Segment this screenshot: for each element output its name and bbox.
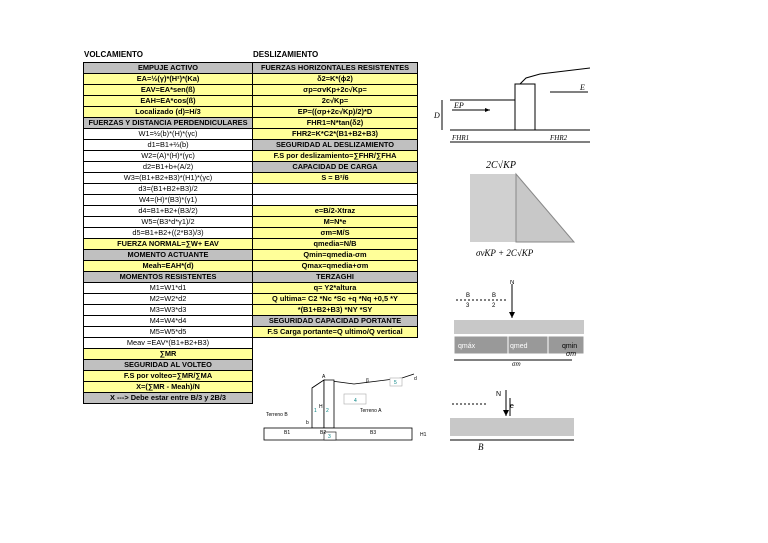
volcamiento-cell[interactable]: M1=W1*d1 (84, 283, 253, 294)
deslizamiento-row (253, 74, 418, 85)
volcamiento-row (84, 261, 253, 272)
deslizamiento-cell[interactable]: q= Y2*altura (253, 283, 418, 294)
deslizamiento-row (253, 151, 418, 162)
deslizamiento-title: DESLIZAMIENTO (253, 50, 319, 59)
volcamiento-cell[interactable]: EMPUJE ACTIVO (84, 63, 253, 74)
label-beta: β (366, 378, 369, 384)
deslizamiento-row (253, 118, 418, 129)
pressure-top-label: 2C√KP (486, 160, 516, 171)
volcamiento-row (84, 129, 253, 140)
deslizamiento-row (253, 327, 418, 338)
retaining-wall-diagram (262, 372, 434, 450)
volcamiento-row (84, 250, 253, 261)
bearing-n-label: N (510, 280, 515, 286)
label-b2: B2 (320, 430, 327, 436)
deslizamiento-cell[interactable]: δ2=K*(ϕ2) (253, 74, 418, 85)
volcamiento-row (84, 272, 253, 283)
deslizamiento-cell[interactable]: Qmax=qmedia+σm (253, 261, 418, 272)
volcamiento-row (84, 360, 253, 371)
deslizamiento-cell[interactable]: EP=((σp+2c√Kp)/2)*D (253, 107, 418, 118)
ecc-e-label: e (510, 403, 514, 410)
terreno-a: Terreno A (360, 408, 382, 414)
ep-label: EP (454, 101, 464, 110)
volcamiento-row (84, 140, 253, 151)
volcamiento-row (84, 195, 253, 206)
sigma-m-label: σm (566, 351, 577, 358)
frac-right-den: 2 (492, 303, 496, 309)
volcamiento-cell[interactable]: Localizado (d)=H/3 (84, 107, 253, 118)
deslizamiento-row (253, 239, 418, 250)
deslizamiento-row (253, 250, 418, 261)
volcamiento-cell[interactable]: X ---> Debe estar entre B/3 y 2B/3 (84, 393, 253, 404)
volcamiento-cell[interactable]: W5=(B3*d*γ1)/2 (84, 217, 253, 228)
sliding-diagram (430, 62, 590, 147)
deslizamiento-cell[interactable]: σp=σvKp+2c√Kp= (253, 85, 418, 96)
deslizamiento-cell[interactable]: FHR2=K*C2*(B1+B2+B3) (253, 129, 418, 140)
volcamiento-cell[interactable]: MOMENTOS RESISTENTES (84, 272, 253, 283)
volcamiento-title: VOLCAMIENTO (84, 50, 143, 59)
ecc-n-label: N (496, 391, 502, 398)
deslizamiento-cell[interactable]: *(B1+B2+B3) *NY *SY (253, 305, 418, 316)
deslizamiento-row (253, 217, 418, 228)
frac-right: B (492, 293, 497, 299)
deslizamiento-cell[interactable]: SEGURIDAD CAPACIDAD PORTANTE (253, 316, 418, 327)
pressure-bottom-label: σvKP + 2C√KP (476, 248, 534, 258)
volcamiento-cell[interactable]: SEGURIDAD AL VOLTEO (84, 360, 253, 371)
label-5: 5 (394, 380, 397, 386)
volcamiento-cell[interactable]: W1=½(b)*(H)*(γc) (84, 129, 253, 140)
volcamiento-row (84, 327, 253, 338)
label-h1: H1 (420, 432, 427, 438)
volcamiento-cell[interactable]: FUERZAS Y DISTANCIA PERDENDICULARES (84, 118, 253, 129)
terreno-b: Terreno B (266, 412, 288, 418)
label-1: 1 (314, 408, 317, 414)
volcamiento-cell[interactable]: Meav =EAV*(B1+B2+B3) (84, 338, 253, 349)
label-d: d (414, 376, 417, 382)
deslizamiento-cell[interactable]: FHR1=N*tan(δ2) (253, 118, 418, 129)
deslizamiento-row (253, 305, 418, 316)
label-b3: B3 (370, 430, 377, 436)
volcamiento-row (84, 371, 253, 382)
label-a: A (322, 374, 326, 380)
fhr2-label: FHR2 (550, 134, 568, 142)
volcamiento-cell[interactable]: W2=(A)*(H)*(γc) (84, 151, 253, 162)
deslizamiento-row (253, 261, 418, 272)
volcamiento-cell[interactable]: F.S por volteo=∑MR/∑MA (84, 371, 253, 382)
volcamiento-cell[interactable]: W3=(B1+B2+B3)*(H1)*(γc) (84, 173, 253, 184)
volcamiento-row (84, 96, 253, 107)
deslizamiento-table (252, 62, 418, 338)
volcamiento-row (84, 283, 253, 294)
eccentricity-diagram (448, 382, 578, 454)
deslizamiento-cell[interactable]: qmedia=N/B (253, 239, 418, 250)
deslizamiento-row (253, 272, 418, 283)
deslizamiento-cell[interactable]: σm=M/S (253, 228, 418, 239)
deslizamiento-row (253, 85, 418, 96)
volcamiento-row (84, 382, 253, 393)
deslizamiento-cell[interactable]: TERZAGHI (253, 272, 418, 283)
volcamiento-row (84, 63, 253, 74)
deslizamiento-cell[interactable]: FUERZAS HORIZONTALES RESISTENTES (253, 63, 418, 74)
deslizamiento-row (253, 96, 418, 107)
deslizamiento-cell[interactable] (253, 184, 418, 195)
label-4: 4 (354, 398, 357, 404)
passive-pressure-diagram (450, 152, 590, 262)
deslizamiento-row (253, 316, 418, 327)
volcamiento-cell[interactable]: MOMENTO ACTUANTE (84, 250, 253, 261)
deslizamiento-cell[interactable] (253, 195, 418, 206)
volcamiento-cell[interactable]: ∑MR (84, 349, 253, 360)
deslizamiento-row (253, 206, 418, 217)
volcamiento-row (84, 393, 253, 404)
deslizamiento-row (253, 107, 418, 118)
label-3: 3 (328, 434, 331, 440)
volcamiento-row (84, 228, 253, 239)
volcamiento-row (84, 294, 253, 305)
ecc-b-label: B (478, 442, 484, 452)
deslizamiento-cell[interactable]: F.S por deslizamiento=∑FHR/∑FHA (253, 151, 418, 162)
deslizamiento-cell[interactable]: Q ultima= C2 *Nc *Sc +q *Nq +0,5 *Y (253, 294, 418, 305)
deslizamiento-cell[interactable]: e=B/2-Xtraz (253, 206, 418, 217)
qmin-label: qmin (562, 343, 578, 350)
deslizamiento-row (253, 283, 418, 294)
deslizamiento-row (253, 129, 418, 140)
volcamiento-cell[interactable]: M5=W5*d5 (84, 327, 253, 338)
deslizamiento-cell[interactable]: F.S Carga portante=Q ultimo/Q vertical (253, 327, 418, 338)
volcamiento-cell[interactable]: M2=W2*d2 (84, 294, 253, 305)
deslizamiento-row (253, 140, 418, 151)
volcamiento-row (84, 239, 253, 250)
volcamiento-row (84, 217, 253, 228)
volcamiento-row (84, 184, 253, 195)
volcamiento-row (84, 118, 253, 129)
volcamiento-row (84, 349, 253, 360)
volcamiento-row (84, 85, 253, 96)
volcamiento-cell[interactable]: Meah=EAH*(d) (84, 261, 253, 272)
volcamiento-row (84, 206, 253, 217)
qmed-label: qmed (510, 343, 528, 350)
volcamiento-row (84, 107, 253, 118)
deslizamiento-cell[interactable]: CAPACIDAD DE CARGA (253, 162, 418, 173)
deslizamiento-row (253, 173, 418, 184)
deslizamiento-cell[interactable]: S = B²/6 (253, 173, 418, 184)
deslizamiento-row (253, 195, 418, 206)
volcamiento-cell[interactable]: EAH=EA*cos(ß) (84, 96, 253, 107)
frac-left: B (466, 293, 471, 299)
volcamiento-cell[interactable]: d1=B1+⅔(b) (84, 140, 253, 151)
frac-left-den: 3 (466, 303, 470, 309)
deslizamiento-cell[interactable]: SEGURIDAD AL DESLIZAMIENTO (253, 140, 418, 151)
volcamiento-row (84, 162, 253, 173)
deslizamiento-cell[interactable]: 2c√Kp= (253, 96, 418, 107)
volcamiento-cell[interactable]: X=(∑MR - Meah)/N (84, 382, 253, 393)
volcamiento-cell[interactable]: EAV=EA*sen(ß) (84, 85, 253, 96)
sigma-m-bottom: σm (512, 362, 521, 368)
deslizamiento-cell[interactable]: M=N*e (253, 217, 418, 228)
ea-label: E (580, 83, 585, 92)
volcamiento-cell[interactable]: d5=B1+B2+((2*B3)/3) (84, 228, 253, 239)
deslizamiento-row (253, 294, 418, 305)
volcamiento-cell[interactable]: d4=B1+B2+(B3/2) (84, 206, 253, 217)
deslizamiento-row (253, 184, 418, 195)
deslizamiento-row (253, 162, 418, 173)
label-b1: B1 (284, 430, 291, 436)
volcamiento-row (84, 173, 253, 184)
volcamiento-row (84, 74, 253, 85)
qmax-label: qmáx (458, 343, 476, 350)
volcamiento-cell[interactable]: d3=(B1+B2+B3)/2 (84, 184, 253, 195)
deslizamiento-row (253, 228, 418, 239)
deslizamiento-row (253, 63, 418, 74)
volcamiento-cell[interactable]: M3=W3*d3 (84, 305, 253, 316)
volcamiento-table (83, 62, 253, 404)
label-h: H (319, 404, 323, 410)
label-2: 2 (326, 408, 329, 414)
volcamiento-cell[interactable]: M4=W4*d4 (84, 316, 253, 327)
bearing-diagram (452, 280, 592, 370)
volcamiento-row (84, 338, 253, 349)
volcamiento-cell[interactable]: W4=(H)*(B3)*(γ1) (84, 195, 253, 206)
volcamiento-row (84, 151, 253, 162)
volcamiento-cell[interactable]: FUERZA NORMAL=∑W+ EAV (84, 239, 253, 250)
label-b: b (306, 420, 309, 426)
volcamiento-row (84, 305, 253, 316)
volcamiento-cell[interactable]: EA=½(γ)*(H²)*(Ka) (84, 74, 253, 85)
volcamiento-cell[interactable]: d2=B1+b+(A/2) (84, 162, 253, 173)
d-label: D (434, 111, 440, 120)
fhr1-label: FHR1 (452, 134, 470, 142)
volcamiento-row (84, 316, 253, 327)
deslizamiento-cell[interactable]: Qmin=qmedia-σm (253, 250, 418, 261)
